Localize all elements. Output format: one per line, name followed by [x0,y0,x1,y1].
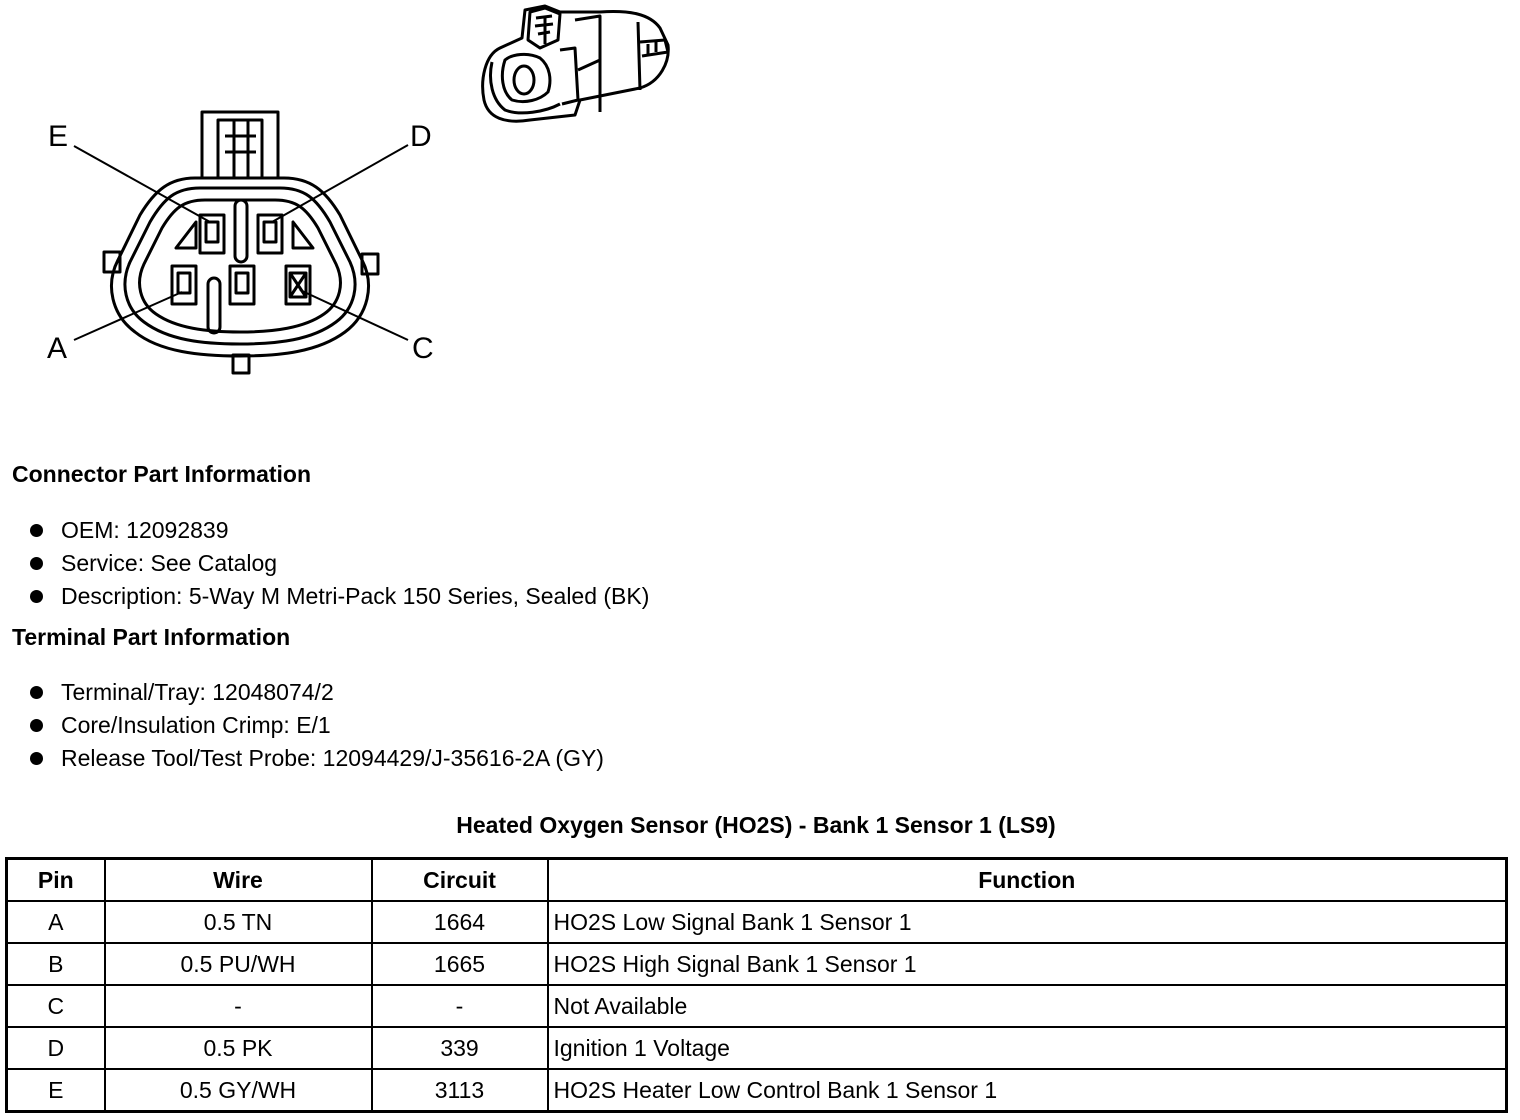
cell-function: Ignition 1 Voltage [548,1027,1507,1069]
bullet-icon [30,752,43,765]
list-item: Description: 5-Way M Metri-Pack 150 Series, Sealed (BK) [30,580,649,613]
cell-pin: E [7,1069,105,1112]
terminal-part-list [30,676,604,775]
cavity-a [172,266,196,304]
cell-circuit: 1665 [372,943,548,985]
list-item: Terminal/Tray: 12048074/2 [30,676,604,709]
connector-diagram [0,0,700,420]
connector-3d-illustration [483,6,669,121]
table-row [7,1027,1507,1069]
cavity-c-plugged [286,266,310,304]
cell-pin: B [7,943,105,985]
cell-pin: A [7,901,105,943]
table-title: Heated Oxygen Sensor (HO2S) - Bank 1 Sensor 1 (LS9) [456,812,1056,838]
bullet-icon [30,524,43,537]
header-pin: Pin [7,859,105,902]
pin-label-c: C [412,332,434,365]
connector-part-heading: Connector Part Information [12,461,312,487]
cell-function: HO2S Low Signal Bank 1 Sensor 1 [548,901,1507,943]
list-item: Release Tool/Test Probe: 12094429/J-35616-2A (GY) [30,742,604,775]
cell-function: HO2S Heater Low Control Bank 1 Sensor 1 [548,1069,1507,1112]
cavity-e [200,215,224,253]
cell-pin: D [7,1027,105,1069]
cell-wire: 0.5 GY/WH [105,1069,372,1112]
header-wire: Wire [105,859,372,902]
connector-part-list [30,514,649,613]
cavity-b [230,266,254,304]
header-function: Function [548,859,1507,902]
cell-function: Not Available [548,985,1507,1027]
cell-wire: 0.5 PK [105,1027,372,1069]
cell-circuit: 3113 [372,1069,548,1112]
bullet-icon [30,590,43,603]
pin-label-e: E [48,120,69,153]
table-row [7,1069,1507,1112]
pin-label-a: A [47,332,68,365]
locking-tab [202,112,278,178]
bullet-icon [30,719,43,732]
list-item: OEM: 12092839 [30,514,649,547]
pin-table [5,857,1508,1113]
header-circuit: Circuit [372,859,548,902]
table-row [7,985,1507,1027]
cell-wire: 0.5 TN [105,901,372,943]
cell-circuit: 339 [372,1027,548,1069]
cell-function: HO2S High Signal Bank 1 Sensor 1 [548,943,1507,985]
table-row [7,901,1507,943]
bullet-icon [30,686,43,699]
cell-circuit: 1664 [372,901,548,943]
cell-circuit: - [372,985,548,1027]
list-item: Core/Insulation Crimp: E/1 [30,709,604,742]
cavity-d [258,215,282,253]
cell-wire: 0.5 PU/WH [105,943,372,985]
cell-pin: C [7,985,105,1027]
pin-label-d: D [410,120,432,153]
table-header-row [7,859,1507,902]
table-row [7,943,1507,985]
bullet-icon [30,557,43,570]
list-item: Service: See Catalog [30,547,649,580]
terminal-part-heading: Terminal Part Information [12,624,291,650]
cell-wire: - [105,985,372,1027]
